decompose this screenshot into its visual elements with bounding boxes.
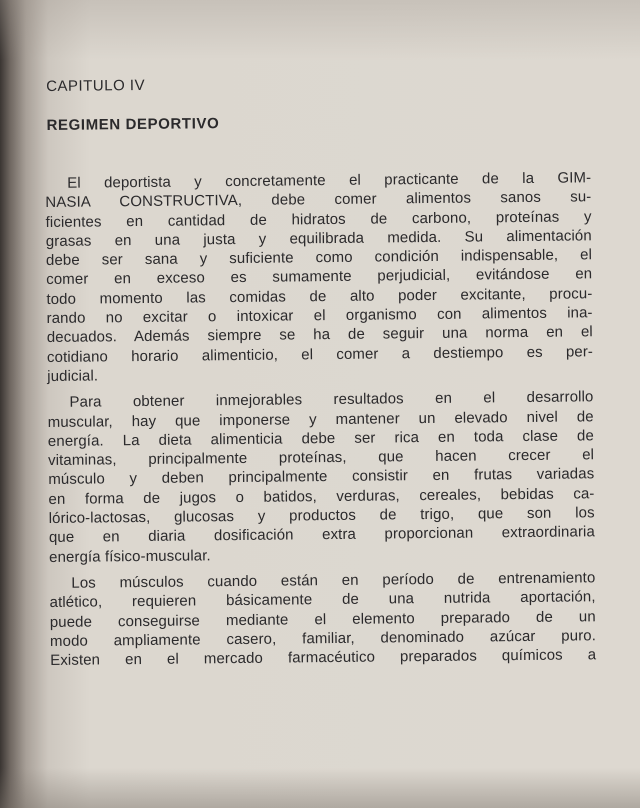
chapter-heading: CAPITULO IV bbox=[46, 76, 146, 95]
page-shadow-top bbox=[0, 0, 640, 60]
section-title: REGIMEN DEPORTIVO bbox=[46, 115, 220, 134]
text-line: judicial. bbox=[47, 367, 99, 385]
text-line: puede conseguirse mediante el elemento preparado de un bbox=[49, 607, 596, 631]
text-line: grasas en una justa y equilibrada medida. Su alimentación bbox=[45, 227, 592, 250]
paragraph-1 bbox=[45, 168, 593, 386]
text-line: cotidiano horario alimenticio, el comer a destiempo es per- bbox=[46, 342, 594, 366]
text-line: energía. La dieta alimenticia debe ser rica en toda clase de bbox=[47, 427, 594, 450]
text-line: vitaminas, principalmente proteínas, que hacen crecer el bbox=[48, 446, 595, 470]
text-line: Para obtener inmejorables resultados en el desarrollo bbox=[69, 388, 594, 412]
text-line: modo ampliamente casero, familiar, denominado azúcar puro. bbox=[49, 627, 597, 650]
body-text bbox=[45, 168, 596, 670]
text-line: Los músculos cuando están en período de entrenamiento bbox=[71, 569, 596, 592]
text-line: decuados. Además siempre se ha de seguir una norma en el bbox=[46, 323, 593, 347]
text-line: lórico-lactosas, glucosas y productos de trigo, que son los bbox=[48, 504, 595, 528]
text-line: que en diaria dosificación extra proporcionan extraordinaria bbox=[48, 523, 595, 547]
text-line: energía físico-muscular. bbox=[49, 546, 211, 566]
text-line: NASIA CONSTRUCTIVA, debe comer alimentos sanos su- bbox=[45, 188, 592, 212]
text-line: ficientes en cantidad de hidratos de carbono, proteínas y bbox=[45, 207, 592, 231]
text-line: todo momento las comidas de alto poder excitante, procu- bbox=[46, 285, 593, 308]
text-line: rando no excitar o intoxicar el organismo con alimentos ina- bbox=[46, 304, 593, 328]
text-line: El deportista y concretamente el practicante de la GIM- bbox=[67, 169, 592, 192]
page-shadow-bottom bbox=[0, 768, 640, 808]
text-line: músculo y deben principalmente consistir en frutas variadas bbox=[48, 465, 595, 489]
text-line: debe ser sana y suficiente como condición indispensable, el bbox=[45, 246, 593, 270]
text-line: en forma de jugos o batidos, verduras, cereales, bebidas ca- bbox=[48, 485, 595, 508]
paragraph-2 bbox=[47, 388, 595, 567]
text-line: Existen en el mercado farmacéutico preparados químicos a bbox=[50, 646, 597, 670]
page-text bbox=[44, 64, 596, 677]
text-line: comer en exceso es sumamente perjudicial, evitándose en bbox=[46, 265, 593, 289]
paragraph-3 bbox=[49, 568, 596, 670]
text-line: atlético, requieren básicamente de una nutrida aportación, bbox=[49, 588, 596, 612]
text-line: muscular, hay que imponerse y mantener un elevado nivel de bbox=[47, 407, 594, 431]
